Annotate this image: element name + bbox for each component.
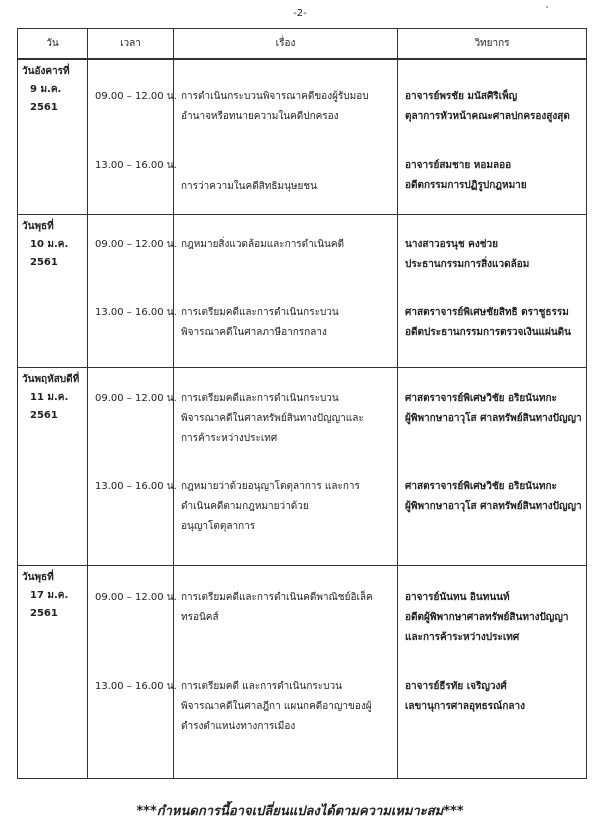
scan-speck (546, 6, 548, 8)
day-cell (18, 565, 88, 778)
day-date: 10 ม.ค. 2561 (30, 238, 69, 268)
speaker-name: อาจารย์ธีรทัย เจริญวงศ์ (405, 680, 507, 692)
schedule-table (17, 28, 587, 779)
day-row (18, 367, 587, 565)
speaker-name: อาจารย์พรชัย มนัสศิริเพ็ญ (405, 91, 518, 102)
session-time: 09.00 – 12.00 น. (95, 591, 177, 603)
speaker-name: ศาสตราจารย์พิเศษวิชัย อริยนันทกะ (405, 392, 557, 404)
session-topic-line: พิจารณาคดีในศาลทรัพย์สินทางปัญญาและ (181, 412, 364, 424)
session-time: 09.00 – 12.00 น. (95, 238, 177, 250)
day-date: 17 ม.ค. 2561 (30, 589, 69, 619)
time-cell (88, 59, 177, 214)
speaker-name: นางสาวอรนุช คงช่วย (405, 238, 498, 250)
time-cell (88, 214, 177, 367)
session-topic-line: อำนาจหรือทนายความในคดีปกครอง (181, 111, 339, 122)
session-topic-line: พิจารณาคดีในศาลฎีกา แผนกคดีอาญาของผู้ (181, 700, 372, 712)
session-topic-line: ทรอนิคส์ (181, 611, 219, 623)
speaker-name: ศาสตราจารย์พิเศษวิชัย อริยนันทกะ (405, 480, 557, 492)
speaker-cell (398, 59, 587, 214)
day-name: วันพุธที่ (22, 220, 54, 232)
speaker-title: ผู้พิพากษาอาวุโส ศาลทรัพย์สินทางปัญญา (405, 412, 582, 424)
session-topic-line: ดำเนินคดีตามกฎหมายว่าด้วย (181, 500, 309, 512)
day-date: 11 ม.ค. 2561 (30, 391, 69, 421)
header-time: เวลา (88, 29, 174, 60)
session-topic-line: การเตรียมคดีและการดำเนินกระบวน (181, 306, 339, 318)
speaker-name: อาจารย์สมชาย หอมลออ (405, 160, 512, 171)
session-topic-line: การเตรียมคดีและการดำเนินคดีพาณิชย์อิเล็ค (181, 591, 373, 603)
session-time: 13.00 – 16.00 น. (95, 306, 177, 318)
session-time: 09.00 – 12.00 น. (95, 392, 177, 404)
session-topic-line: การเตรียมคดีและการดำเนินกระบวน (181, 392, 339, 404)
session-topic-line: กฎหมายสิ่งแวดล้อมและการดำเนินคดี (181, 238, 345, 250)
speaker-title: อดีตผู้พิพากษาศาลทรัพย์สินทางปัญญา (405, 611, 569, 623)
topic-cell (174, 367, 398, 565)
speaker-title: อดีตประธานกรรมการตรวจเงินแผ่นดิน (405, 326, 572, 338)
day-cell (18, 367, 88, 565)
speaker-cell (398, 367, 587, 565)
day-cell (18, 214, 88, 367)
speaker-title: และการค้าระหว่างประเทศ (405, 631, 520, 643)
day-row (18, 59, 587, 214)
session-topic-line: ดำรงตำแหน่งทางการเมือง (181, 720, 296, 732)
speaker-title: อดีตกรรมการปฏิรูปกฎหมาย (405, 180, 527, 191)
session-topic-line: พิจารณาคดีในศาลภาษีอากรกลาง (181, 326, 327, 338)
speaker-title: ประธานกรรมการสิ่งแวดล้อม (405, 258, 530, 270)
session-time: 13.00 – 16.00 น. (95, 680, 177, 692)
session-time: 09.00 – 12.00 น. (95, 91, 177, 102)
session-topic-line: อนุญาโตตุลาการ (181, 520, 256, 532)
day-row (18, 214, 587, 367)
session-topic-line: กฎหมายว่าด้วยอนุญาโตตุลาการ และการ (181, 480, 360, 492)
topic-cell (174, 214, 398, 367)
time-cell (88, 565, 177, 778)
day-name: วันพุธที่ (22, 571, 54, 583)
speaker-title: ผู้พิพากษาอาวุโส ศาลทรัพย์สินทางปัญญา (405, 500, 582, 512)
footer-note: ***กำหนดการนี้อาจเปลี่ยนแปลงได้ตามความเหมาะสม*** (136, 804, 464, 819)
header-row (18, 29, 587, 60)
speaker-title: ตุลาการหัวหน้าคณะศาลปกครองสูงสุด (405, 111, 570, 122)
session-topic-line: การดำเนินกระบวนพิจารณาคดีของผู้รับมอบ (181, 91, 369, 102)
session-topic-line: การค้าระหว่างประเทศ (181, 432, 278, 444)
topic-cell (174, 565, 398, 778)
day-name: วันพฤหัสบดีที่ (22, 373, 80, 385)
speaker-name: อาจารย์นันทน อินทนนท์ (405, 591, 510, 603)
session-topic-line: การว่าความในคดีสิทธิมนุษยชน (181, 181, 317, 192)
day-name: วันอังคารที่ (22, 66, 70, 77)
day-row (18, 565, 587, 778)
session-topic-line: การเตรียมคดี และการดำเนินกระบวน (181, 680, 342, 692)
header-day: วัน (18, 29, 88, 60)
day-date: 9 ม.ค. 2561 (30, 84, 62, 113)
topic-cell (174, 59, 398, 214)
header-topic: เรื่อง (174, 29, 398, 60)
time-cell (88, 367, 177, 565)
speaker-name: ศาสตราจารย์พิเศษชัยสิทธิ ตราชูธรรม (405, 306, 569, 318)
speaker-cell (398, 565, 587, 778)
session-time: 13.00 – 16.00 น. (95, 480, 177, 492)
speaker-title: เลขานุการศาลอุทธรณ์กลาง (405, 700, 525, 712)
page-number: -2- (293, 8, 307, 19)
session-time: 13.00 – 16.00 น. (95, 160, 177, 171)
day-cell (18, 59, 88, 214)
speaker-cell (398, 214, 587, 367)
header-speaker: วิทยากร (398, 29, 587, 60)
